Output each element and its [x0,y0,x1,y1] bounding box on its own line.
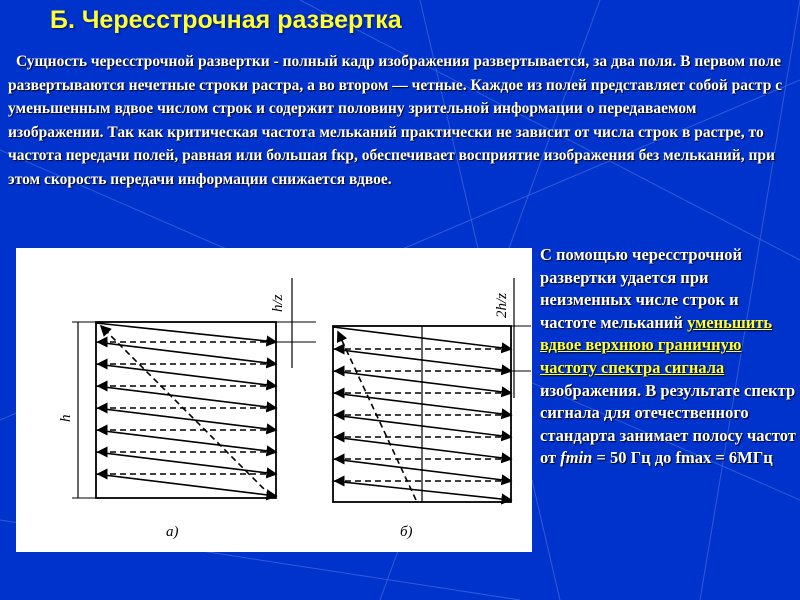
side-paragraph [540,244,796,470]
label-b: б) [400,524,413,540]
fmax-value: = 6МГц [715,448,773,468]
dim-h-label: h [58,414,74,422]
highlighted-phrase: уменьшить вдвое верхнюю граничную частоту спектра сигнала [540,312,773,377]
raster-figure [16,248,532,552]
intro-paragraph: Сущность чересстрочной развертки - полный кадр изображения развертывается, за два поля. В первом поле развертываются нечетные строки растра, а во втором — четные. Каждое из полей представляет собой растр с уменьшенным вдвое числом строк и содержит половину зрительной информации о передаваемом изображении. Так как критическая частота мельканий практически не зависит от числа строк в растре, то частота передачи полей, равная или большая fкр, обеспечивает восприятие изображения без мельканий, при этом скорость передачи информации снижается вдвое. [8,53,783,188]
fmin-value: 50 Гц до [610,448,672,468]
dim-2hz-label: 2h/z [494,292,510,318]
dim-hz-label: h/z [270,294,286,312]
raster-diagram [16,248,532,552]
side-text-1: С помощью чересстрочной развертки удается при неизменных числе строк и частоте мельканий [540,245,742,332]
fmax-symbol: fmax [675,448,712,468]
fmin-symbol: fmin [560,448,593,468]
slide-title: Б. Чересстрочная развертка [50,6,402,34]
side-text-2: изображения. В результате спектр сигнала для отечественного стандарта занимает полосу частот от [540,380,796,468]
equals-1: = [596,448,606,468]
label-a: а) [166,524,179,540]
